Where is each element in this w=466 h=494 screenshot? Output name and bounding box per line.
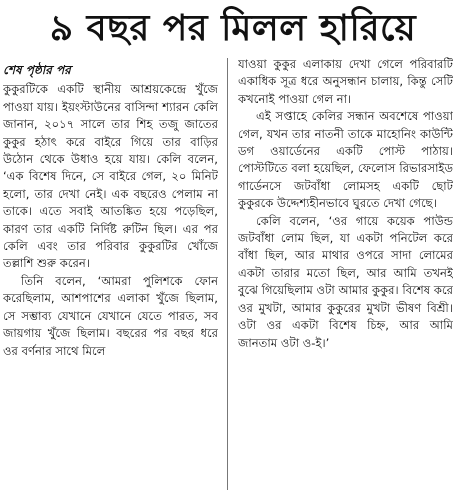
paragraph: কুকুরটিকে একটি স্থানীয় আশ্রয়কেন্দ্রে খুঁজে পাওয়া যায়। ইয়ংস্টাউনের বাসিন্দা শ্যারন কেলি জানান, ২০১৭ সালে তার শিহ তজু জাতের কুকুর হঠাৎ করে বাইরে গিয়ে তার বাড়ির উঠোন থেকে উধাও হয়ে যায়। কেলি বলেন, ‘এক বিশেষ দিনে, সে বাইরে গেল, ২০ মিনিট হলো, তার দেখা নেই। এক বছরেও পেলাম না তাকে। এতে সবাই আতঙ্কিত হয়ে পড়েছিল, কারণ তার একটি নির্দিষ্ট রুটিন ছিল। এর পর কেলি এবং তার পরিবার কুকুরটির খোঁজে তল্লাশি শুরু করেন। bbox=[3, 82, 218, 271]
headline: ৯ বছর পর মিলল হারিয়ে bbox=[49, 8, 417, 49]
paragraph: কেলি বলেন, ‘ওর গায়ে কয়েক পাউন্ড জটবাঁধা লোম ছিল, যা একটা পনিটেল করে বাঁধা ছিল, আর মাথার ওপরে সাদা লোমের একটা তারার মতো ছিল, আর আমি তখনই বুঝে গিয়েছিলাম ওটা আমার কুকুর। বিশেষ করে ওর মুখটা, আমার কুকুরের মুখটা ভীষণ বিশ্রী। ওটা ওর একটা বিশেষ চিহ্ন, আর আমি জানতাম ওটা ও-ই।’ bbox=[238, 213, 453, 350]
column-divider bbox=[227, 58, 228, 490]
paragraph: তিনি বলেন, ‘আমরা পুলিশকে ফোন করেছিলাম, আশপাশের এলাকা খুঁজে ছিলাম, সে সম্ভাব্য যেখানে যেখানে যেতে পারত, সব জায়গায় খুঁজে ছিলাম। বছরের পর বছর ধরে ওর বর্ণনার সাথে মিলে bbox=[3, 273, 218, 358]
continued-from-label: শেষ পৃষ্ঠার পর bbox=[3, 63, 71, 77]
article-column-left bbox=[3, 62, 218, 492]
paragraph: এই সপ্তাহে কেলির সন্ধান অবশেষে পাওয়া গেল, যখন তার নাতনী তাকে মাহোনিং কাউন্টি ডগ ওয়ার্ডেনের একটি পোস্ট পাঠায়। পোস্টটিতে বলা হয়েছিল, ফেলোস রিভারসাইড গার্ডেনসে জটবাঁধা লোমসহ একটি ছোট কুকুরকে উদ্দেশ্যহীনভাবে ঘুরতে দেখা গেছে। bbox=[238, 109, 453, 211]
article-column-right bbox=[238, 56, 453, 492]
paragraph: যাওয়া কুকুর এলাকায় দেখা গেলে পরিবারটি একাধিক সূত্র ধরে অনুসন্ধান চালায়, কিন্তু সেটি কখনোই পাওয়া গেল না। bbox=[238, 57, 453, 106]
